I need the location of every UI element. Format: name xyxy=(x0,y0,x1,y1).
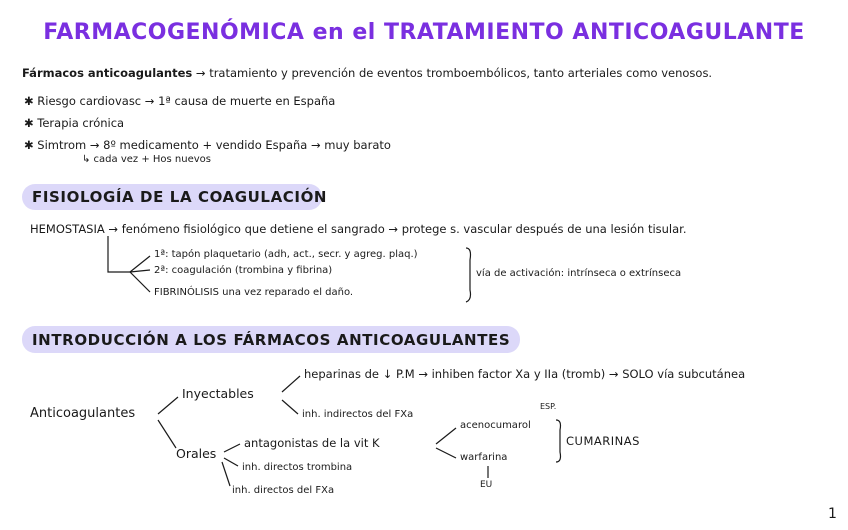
hemostasia-arrow-1 xyxy=(130,256,150,272)
esp-label: ESP. xyxy=(540,402,557,411)
cumarinas-label: CUMARINAS xyxy=(566,434,640,448)
via-bracket xyxy=(466,248,471,302)
via-activacion: vía de activación: intrínseca o extrínseca xyxy=(476,268,682,279)
hemostasia-line: HEMOSTASIA → fenómeno fisiológico que detiene el sangrado → protege s. vascular después de una lesión tisular. xyxy=(30,222,687,236)
inh-directos-fxa-node: inh. directos del FXa xyxy=(232,485,335,496)
inh-indirectos-node: inh. indirectos del FXa xyxy=(302,409,414,420)
arrow-to-antagonistas xyxy=(224,444,240,452)
section1-heading: FISIOLOGÍA DE LA COAGULACIÓN xyxy=(32,188,328,206)
step-3: FIBRINÓLISIS una vez reparado el daño. xyxy=(154,287,354,298)
inyectables-node: Inyectables xyxy=(182,386,254,401)
step-2: 2ª: coagulación (trombina y fibrina) xyxy=(154,265,333,276)
intro-rest: → tratamiento y prevención de eventos tromboembólicos, tanto arteriales como venosos. xyxy=(195,66,713,80)
bullet-sub: ↳ cada vez + Hos nuevos xyxy=(82,154,211,165)
intro-line xyxy=(22,66,712,80)
heparinas-node: heparinas de ↓ P.M → inhiben factor Xa y IIa (tromb) → SOLO vía subcutánea xyxy=(304,367,746,381)
eu-label: EU xyxy=(480,480,493,490)
bullet-1: ✱ Riesgo cardiovasc → 1ª causa de muerte en España xyxy=(24,94,336,108)
warfarina-node: warfarina xyxy=(460,452,508,463)
arrow-to-orales xyxy=(158,420,176,448)
inh-trombina-node: inh. directos trombina xyxy=(242,462,353,473)
bullet-3: ✱ Simtrom → 8º medicamento + vendido España → muy barato xyxy=(24,138,391,152)
antagonistas-node: antagonistas de la vit K xyxy=(244,436,380,450)
cumarinas-bracket xyxy=(556,420,561,462)
hemostasia-arrow-3 xyxy=(130,272,150,292)
arrow-to-inh-directos-fxa xyxy=(222,462,230,486)
orales-node: Orales xyxy=(176,446,217,461)
page-number: 1 xyxy=(828,506,837,522)
arrow-to-inh-trombina xyxy=(224,458,238,466)
section2-heading: INTRODUCCIÓN A LOS FÁRMACOS ANTICOAGULANTES xyxy=(32,331,511,349)
bullet-2: ✱ Terapia crónica xyxy=(24,116,125,130)
intro-bold: Fármacos anticoagulantes xyxy=(22,66,193,80)
arrow-to-inyectables xyxy=(158,397,178,414)
page-title: FARMACOGENÓMICA en el TRATAMIENTO ANTICOAGULANTE xyxy=(43,20,805,45)
arrow-to-warfarina xyxy=(436,448,456,458)
step-1: 1ª: tapón plaquetario (adh, act., secr. y agreg. plaq.) xyxy=(154,249,418,260)
acenocumarol-node: acenocumarol xyxy=(460,420,531,431)
anticoagulantes-root: Anticoagulantes xyxy=(30,406,136,421)
hemostasia-branch-line xyxy=(108,236,130,272)
arrow-to-heparinas xyxy=(282,376,300,392)
arrow-to-inh-indirectos xyxy=(282,400,298,414)
arrow-to-acenocumarol xyxy=(436,428,456,444)
